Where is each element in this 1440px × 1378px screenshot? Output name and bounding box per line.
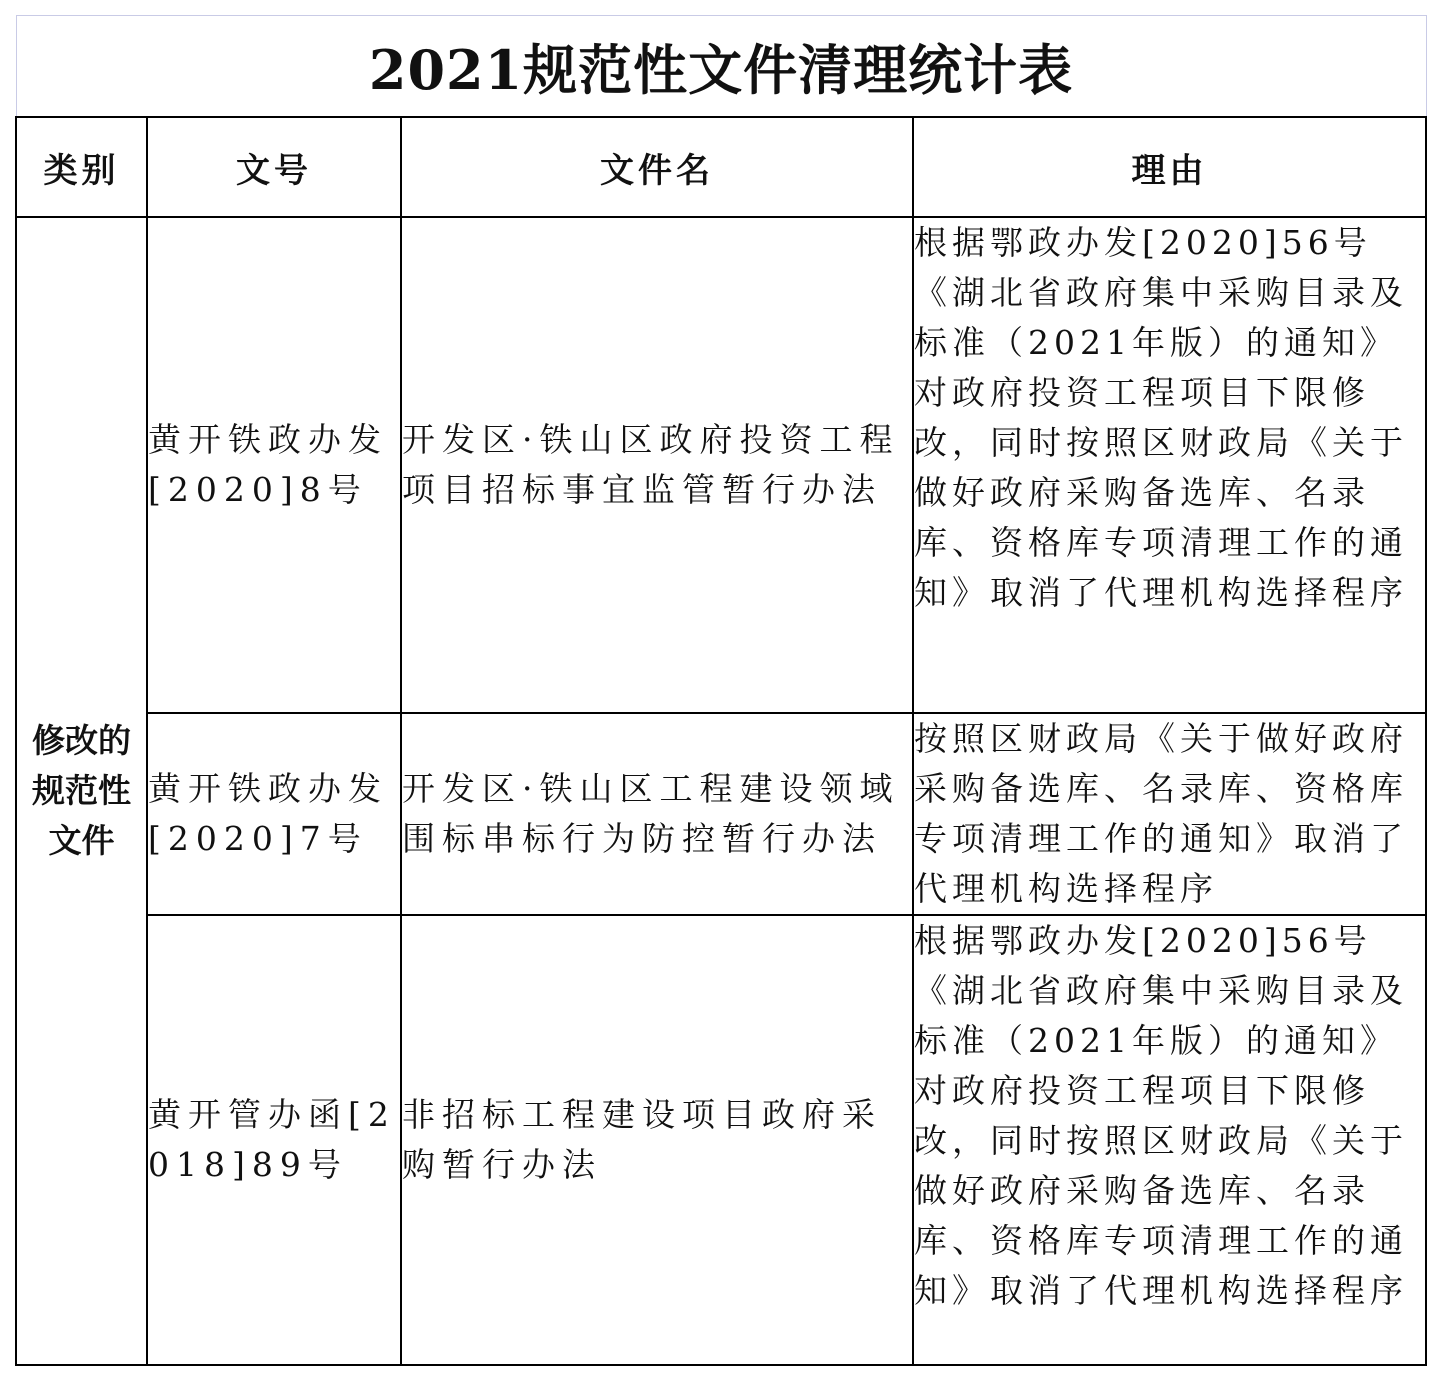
category-label: 修改的规范性文件	[32, 721, 131, 860]
category-cell	[16, 217, 147, 1365]
doc-no-cell: 黄开管办函[2018]89号	[147, 915, 401, 1365]
statistics-table	[15, 15, 1427, 1366]
page-title: 2021规范性文件清理统计表	[16, 16, 1426, 118]
doc-no-cell: 黄开铁政办发[2020]7号	[147, 713, 401, 915]
table-row	[16, 713, 1426, 915]
doc-name-cell: 开发区·铁山区政府投资工程项目招标事宜监管暂行办法	[401, 217, 913, 713]
reason-cell: 根据鄂政办发[2020]56号《湖北省政府集中采购目录及标准（2021年版）的通知》对政府投资工程项目下限修改，同时按照区财政局《关于做好政府采购备选库、名录库、资格库专项清理工作的通知》取消了代理机构选择程序	[913, 915, 1426, 1365]
table-row	[16, 915, 1426, 1365]
doc-no-cell: 黄开铁政办发[2020]8号	[147, 217, 401, 713]
table-row	[16, 217, 1426, 713]
header-doc-name: 文件名	[401, 117, 913, 217]
header-row	[16, 117, 1426, 217]
doc-name-cell: 非招标工程建设项目政府采购暂行办法	[401, 915, 913, 1365]
reason-cell: 根据鄂政办发[2020]56号《湖北省政府集中采购目录及标准（2021年版）的通知》对政府投资工程项目下限修改，同时按照区财政局《关于做好政府采购备选库、名录库、资格库专项清理工作的通知》取消了代理机构选择程序	[913, 217, 1426, 713]
header-category: 类别	[16, 117, 147, 217]
header-reason: 理由	[913, 117, 1426, 217]
header-doc-no: 文号	[147, 117, 401, 217]
title-row	[16, 16, 1426, 118]
doc-name-cell: 开发区·铁山区工程建设领域围标串标行为防控暂行办法	[401, 713, 913, 915]
reason-cell: 按照区财政局《关于做好政府采购备选库、名录库、资格库专项清理工作的通知》取消了代理机构选择程序	[913, 713, 1426, 915]
